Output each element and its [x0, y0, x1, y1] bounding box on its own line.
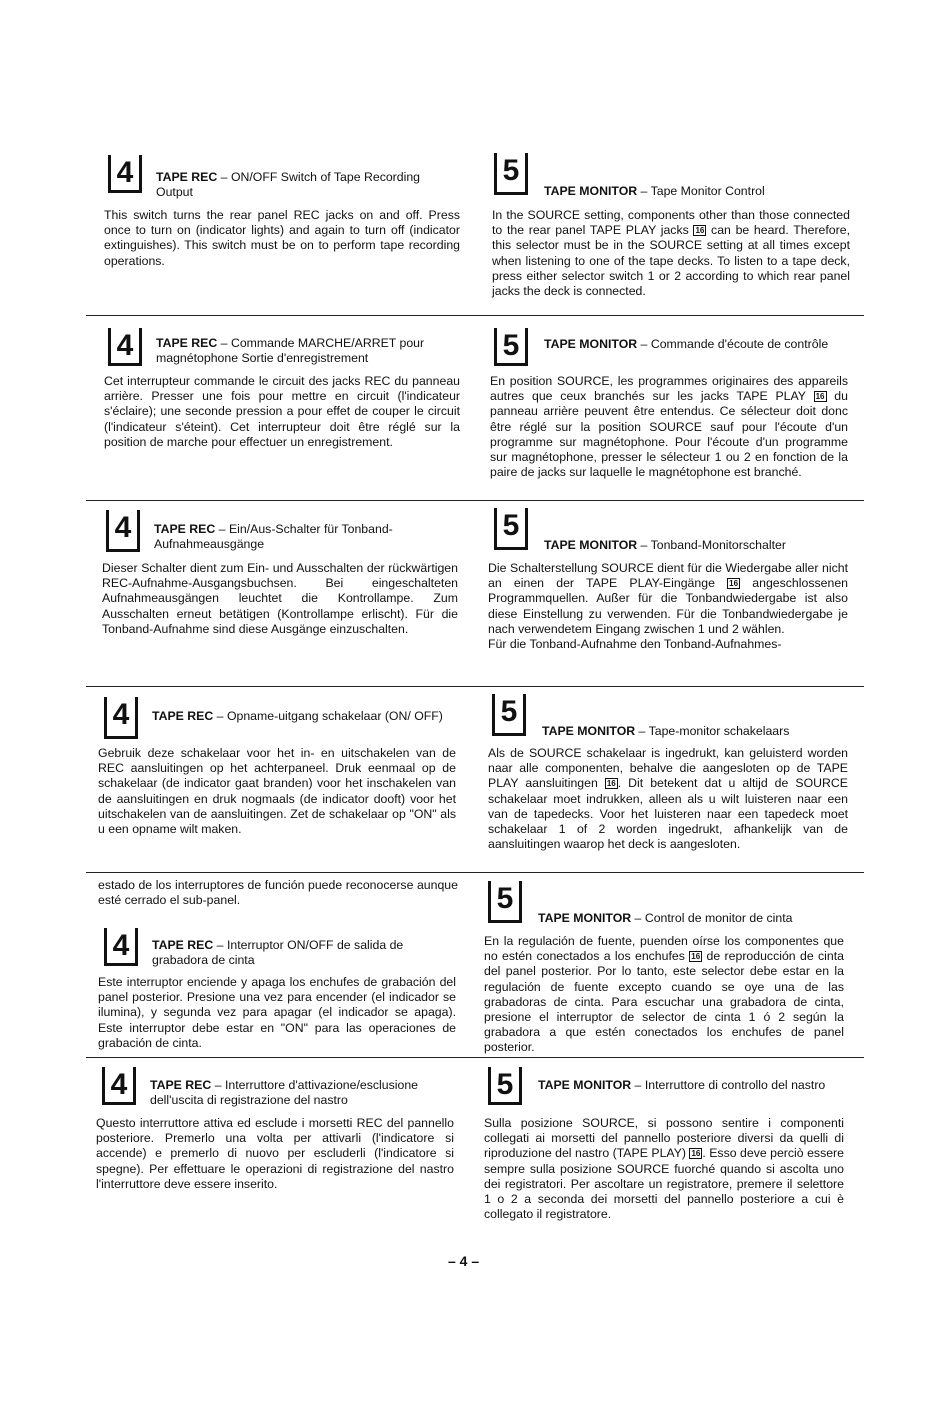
number-box-5: 5: [494, 508, 528, 550]
body-tape-rec: Cet interrupteur commande le circuit des jacks REC du panneau arrière. Presser une fois pour mettre en circuit (l'indicateur s'éclaire); une seconde pression a pour effet de couper le circuit (l'indicateur s'éteint). Cet interrupteur doit être réglé sur la position de marche pour effectuer un enregistrement.: [104, 374, 460, 449]
number-box-4: 4: [106, 510, 140, 552]
body-tape-monitor: En la regulación de fuente, puenden oírse los componentes que no estén conectados a los enchufes 16 de reproducción de cinta del panel posterior. Por lo tanto, este selector debe estar en la regulación de fuente excepto cuando se oye una de las grabadoras de cinta. Para escuchar una grabadora de cinta, presione el interruptor de selector de cinta 1 ó 2 según la grabadora a que estén conectados los enchufes de panel posterior.: [484, 934, 844, 1055]
number-box-5: 5: [488, 881, 522, 923]
title-tape-rec: TAPE REC – Commande MARCHE/ARRET pour magnétophone Sortie d'enregistrement: [156, 336, 425, 365]
jack-16-icon: 16: [606, 779, 616, 789]
carryover-text: estado de los interruptores de función puede reconocerse aunque esté cerrado el sub-panel.: [98, 878, 458, 908]
number-box-5: 5: [494, 328, 528, 366]
divider: [86, 872, 864, 873]
body-tape-monitor-p1: Die Schalterstellung SOURCE dient für die Wiedergabe aller nicht an einen der TAPE PLAY-Eingänge 16 angeschlossenen Programmquellen. Außer für die Tonbandwiedergabe ist also diese Einstellung zu verwenden. Für die Tonbandwiedergabe je nach verwendetem Eingang zwischen 1 und 2 wählen.: [488, 561, 848, 636]
jack-16-icon: 16: [729, 579, 739, 589]
title-tape-monitor: TAPE MONITOR – Tape-monitor schakelaars: [542, 724, 790, 738]
body-tape-rec: Gebruik deze schakelaar voor het in- en uitschakelen van de REC aansluitingen op het achterpaneel. Druk eenmaal op de schakelaar (de indicator gaat branden) voor het inschakelen van de aansluitingen en druk nogmaals (de indicator dooft) voor het uitschakelen van de aansluitingen. Zet de schakelaar op "ON" als u een opname wilt maken.: [98, 746, 456, 837]
body-tape-monitor: In the SOURCE setting, components other than those connected to the rear panel TAPE PLAY jacks 16 can be heard. Therefore, this selector must be in the SOURCE setting at all times except when listening to one of the tape decks. To listen to a tape deck, press either selector switch 1 or 2 according to which rear panel jacks the deck is connected.: [492, 208, 851, 299]
title-tape-rec: TAPE REC – Interruttore d'attivazione/esclusione dell'uscita di registrazione del nastro: [150, 1078, 418, 1107]
number-box-4: 4: [104, 697, 138, 739]
number-box-4: 4: [108, 328, 142, 366]
title-tape-monitor: TAPE MONITOR – Commande d'écoute de contrôle: [544, 337, 829, 351]
title-tape-rec: TAPE REC – Ein/Aus-Schalter für Tonband-Aufnahmeausgänge: [154, 522, 393, 551]
jack-16-icon: 16: [691, 952, 701, 962]
body-tape-rec: Este interruptor enciende y apaga los enchufes de grabación del panel posterior. Presione una vez para encender (el indicador se ilumina), y segunda vez para apagar (el indicador se apaga). Este interruptor debe estar en "ON" para las operaciones de grabación de cinta.: [98, 975, 456, 1050]
number-box-4: 4: [104, 928, 138, 966]
body-tape-monitor: Als de SOURCE schakelaar is ingedrukt, kan geluisterd worden naar alle componenten, behalve die aangesloten op de TAPE PLAY aansluitingen 16 . Dit betekent dat u altijd de SOURCE schakelaar moet indrukken, alleen als u wilt luisteren naar een van de tapedecks. Voor het luisteren naar een tapedeck moet schakelaar 1 of 2 worden ingedrukt, afhankelijk van de aansluitingen waarop het deck is aangesloten.: [488, 746, 848, 852]
number-box-4: 4: [102, 1067, 136, 1105]
body-tape-rec: Dieser Schalter dient zum Ein- und Ausschalten der rückwärtigen REC-Aufnahme-Ausgangsbuchsen. Bei eingeschalteten Aufnahmeausgängen leuchtet die Kontrollampe. Zum Ausschalten erneut betätigen (Kontrollampe erlischt). Für die Tonband-Aufnahme sind diese Ausgänge einzuschalten.: [102, 561, 458, 636]
jack-16-icon: 16: [691, 1149, 701, 1159]
title-tape-monitor: TAPE MONITOR – Control de monitor de cinta: [538, 911, 793, 925]
jack-16-icon: 16: [695, 226, 705, 236]
number-box-5: 5: [492, 694, 526, 736]
body-tape-monitor-p2: Für die Tonband-Aufnahme den Tonband-Aufnahmes-: [488, 637, 782, 652]
number-box-5: 5: [488, 1067, 522, 1105]
body-tape-rec: Questo interruttore attiva ed esclude i morsetti REC del pannello posteriore. Premerlo una volta per attivarli (l'indicatore si accende) e premerlo di nuovo per escluderli (l'indicatore si spegne). Per effettuare le operazioni di registrazione del nastro l'interruttore deve essere inserito.: [96, 1116, 454, 1191]
number-box-5: 5: [494, 153, 528, 195]
title-tape-rec: TAPE REC – ON/OFF Switch of Tape Recording Output: [156, 170, 421, 199]
number-box-4: 4: [108, 155, 142, 193]
body-tape-monitor: [488, 561, 848, 652]
title-tape-monitor: TAPE MONITOR – Tape Monitor Control: [544, 184, 765, 198]
page-number: – 4 –: [448, 1253, 480, 1269]
body-tape-monitor: Sulla posizione SOURCE, si possono sentire i componenti collegati ai morsetti del pannello posteriore diversi da quelli di riproduzione del nastro (TAPE PLAY) 16 . Esso deve perciò essere sempre sulla posizione SOURCE fuorché quando si ascolta uno dei registratori. Per ascoltare un registratore, premere il selettore 1 o 2 a seconda dei morsetti del pannello posteriore a cui è collegato il registratore.: [484, 1116, 844, 1222]
body-tape-rec: This switch turns the rear panel REC jacks on and off. Press once to turn on (indicator lights) and again to turn off (indicator extinguishes). This switch must be on to perform tape recording operations.: [104, 208, 460, 268]
title-tape-monitor: TAPE MONITOR – Tonband-Monitorschalter: [544, 538, 786, 552]
jack-16-icon: 16: [815, 392, 825, 402]
title-tape-rec: TAPE REC – Opname-uitgang schakelaar (ON/ OFF): [152, 709, 443, 723]
body-tape-monitor: En position SOURCE, les programmes originaires des appareils autres que ceux branchés sur les jacks TAPE PLAY 16 du panneau arrière peuvent être entendus. Ce sélecteur doit donc être réglé sur la position SOURCE sauf pour l'écoute d'un programme sur magnétophone. Pour l'écoute d'un programme sur magnétophone, presser le sélecteur 1 ou 2 en fonction de la paire de jacks sur laquelle le magnétophone est branché.: [490, 374, 848, 480]
divider: [86, 315, 864, 316]
title-tape-rec: TAPE REC – Interruptor ON/OFF de salida de grabadora de cinta: [152, 938, 404, 967]
divider: [86, 500, 864, 501]
divider: [86, 686, 864, 687]
divider: [86, 1057, 864, 1058]
title-tape-monitor: TAPE MONITOR – Interruttore di controllo del nastro: [538, 1078, 826, 1092]
